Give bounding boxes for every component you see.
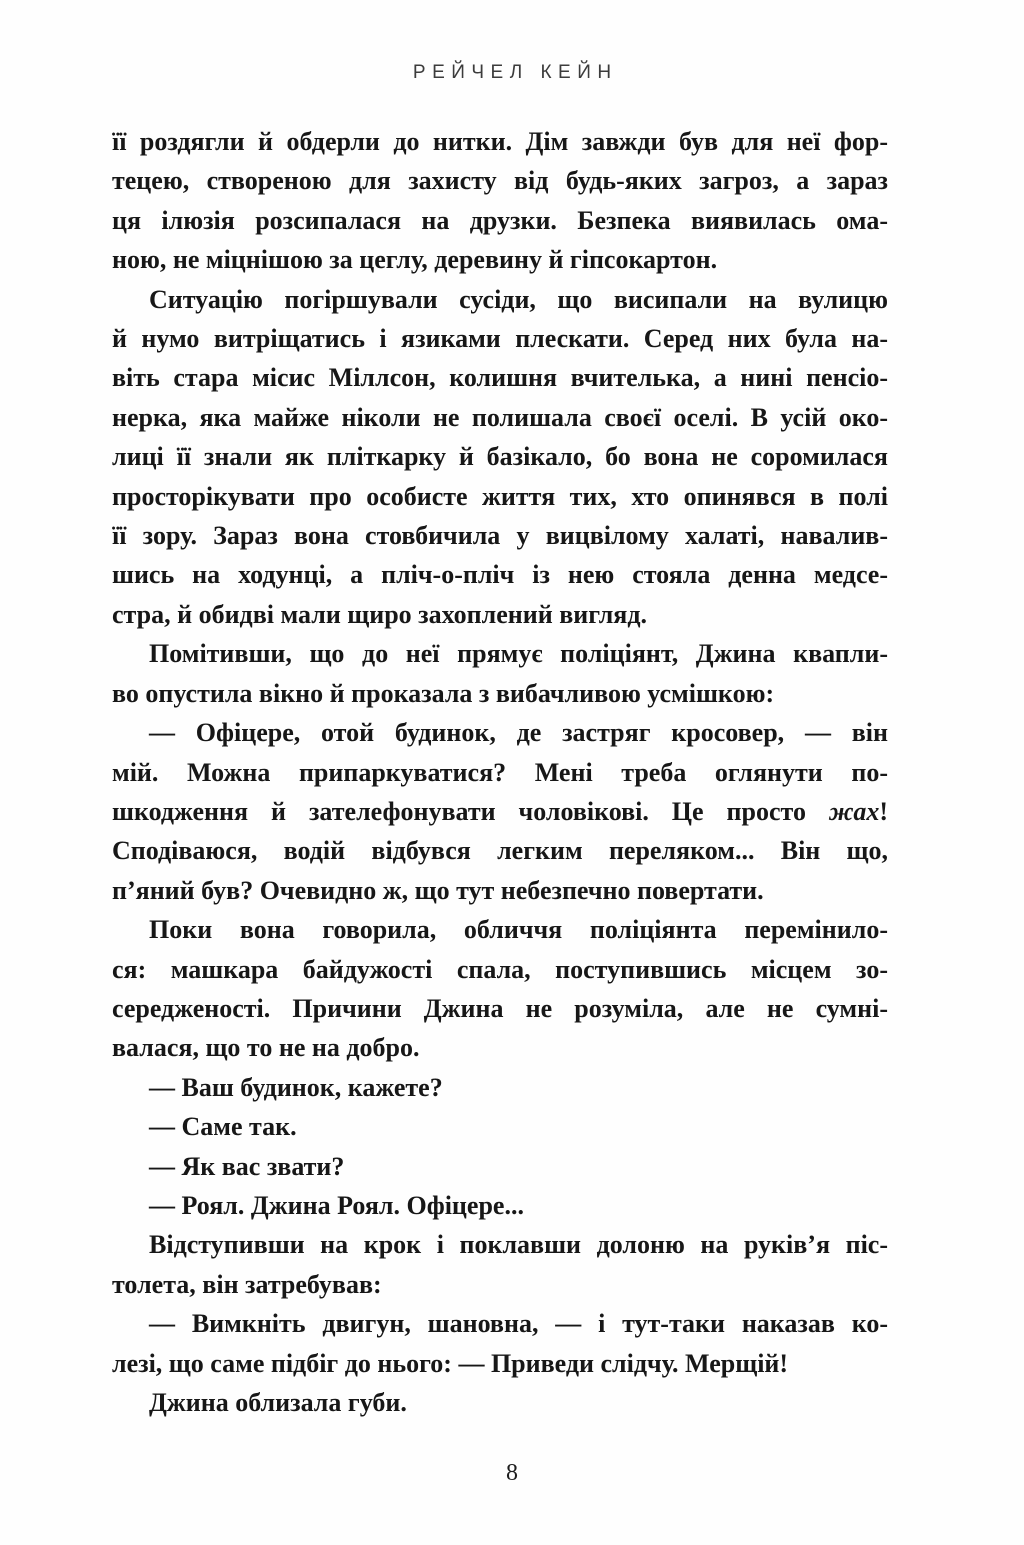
text-line: лезі, що саме підбіг до нього: — Приведи слідчу. Мерщій!: [112, 1348, 789, 1378]
running-header: РЕЙЧЕЛ КЕЙН: [412, 62, 618, 83]
text-line: — Ваш будинок, кажете?: [149, 1072, 443, 1102]
text-line: шись на ходунці, а пліч-о-пліч із нею стояла денна медсе-: [112, 560, 888, 590]
text-line: — Роял. Джина Роял. Офіцере...: [149, 1190, 524, 1220]
text-line: й нумо витріщатись і язиками плескати. Серед них була на-: [112, 324, 888, 354]
page-text: [112, 122, 888, 1422]
text-line: лиці її знали як пліткарку й базікало, бо вона не соромилася: [112, 442, 888, 472]
text-line: — Вимкніть двигун, шановна, — і тут-таки наказав ко-: [149, 1309, 888, 1339]
text-line: Джина облизала губи.: [149, 1388, 407, 1417]
text-line: ною, не міцнішою за цеглу, деревину й гіпсокартон.: [112, 245, 718, 275]
text-line: — Офіцере, отой будинок, де застряг кросовер, — він: [149, 718, 888, 748]
text-line: просторікувати про особисте життя тих, хто опинявся в полі: [112, 481, 888, 511]
text-line: нерка, яка майже ніколи не полишала своєї оселі. В усій око-: [112, 402, 888, 432]
text-line: — Саме так.: [149, 1112, 297, 1142]
text-line: ся: машкара байдужості спала, поступившись місцем зо-: [112, 954, 888, 984]
text-line: Ситуацію погіршували сусіди, що висипали на вулицю: [149, 284, 888, 314]
text-line: Відступивши на крок і поклавши долоню на руків’я піс-: [149, 1230, 888, 1260]
page-number: 8: [506, 1460, 518, 1486]
text-line: середженості. Причини Джина не розуміла, але не сумні-: [112, 993, 888, 1023]
text-line: — Як вас звати?: [149, 1151, 345, 1181]
text-line: тецею, створеною для захисту від будь-яких загроз, а зараз: [112, 166, 888, 196]
text-line: мій. Можна припаркуватися? Мені треба оглянути по-: [112, 757, 888, 787]
text-line: віть стара місис Міллсон, колишня вчителька, а нині пенсіо-: [112, 363, 888, 393]
text-line: шкодження й зателефонувати чоловікові. Це просто жах!: [112, 796, 888, 826]
text-line: толета, він затребував:: [112, 1269, 382, 1299]
text-line: Сподіваюся, водій відбувся легким переляком... Він що,: [112, 836, 888, 866]
text-line: Поки вона говорила, обличчя поліціянта перемінило-: [149, 915, 888, 945]
text-line: її зору. Зараз вона стовбичила у вицвілому халаті, навалив-: [112, 521, 888, 551]
text-line: її роздягли й обдерли до нитки. Дім завжди був для неї фор-: [112, 127, 888, 156]
text-line: валася, що то не на добро.: [112, 1033, 420, 1063]
text-line: п’яний був? Очевидно ж, що тут небезпечно повертати.: [112, 875, 764, 905]
text-line: ця ілюзія розсипалася на друзки. Безпека виявилась ома-: [112, 205, 888, 235]
text-line: во опустила вікно й проказала з вибачливою усмішкою:: [112, 678, 775, 708]
text-line: Помітивши, що до неї прямує поліціянт, Джина квапли-: [149, 639, 888, 669]
text-line: стра, й обидві мали щиро захоплений вигляд.: [112, 599, 648, 629]
